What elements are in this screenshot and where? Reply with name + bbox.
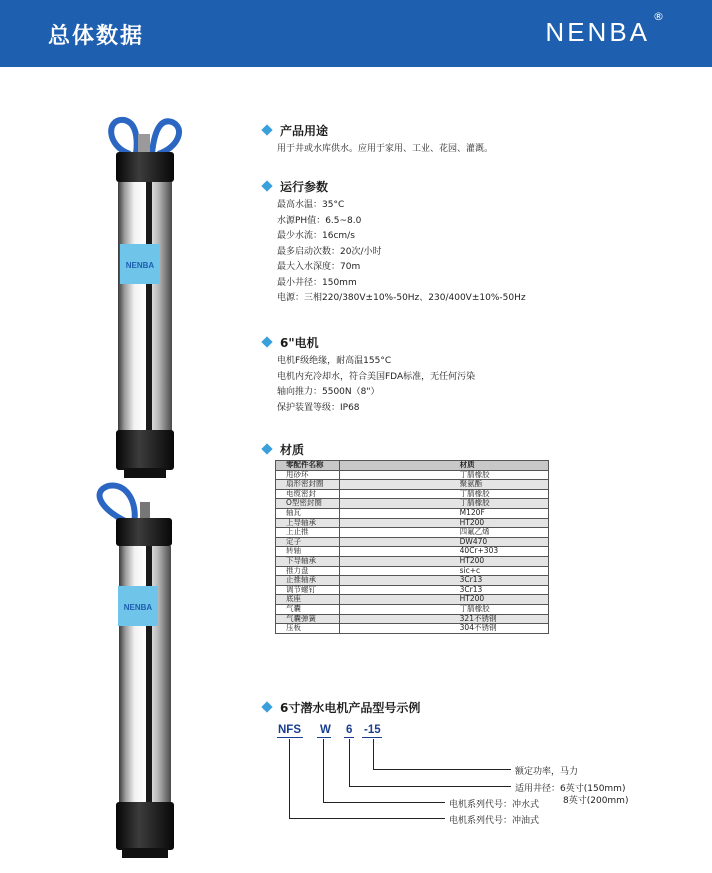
code-w: W bbox=[320, 724, 331, 736]
code-underline bbox=[317, 737, 331, 738]
motor-section bbox=[262, 333, 475, 416]
pump-image-bottom bbox=[92, 482, 182, 864]
section-title: 6寸潜水电机产品型号示例 bbox=[280, 700, 421, 715]
registered-mark: ® bbox=[653, 10, 664, 23]
connector-line bbox=[349, 786, 511, 787]
part-name: 底座 bbox=[276, 595, 340, 605]
part-material: 321不锈钢 bbox=[339, 614, 548, 624]
part-material: 聚氨酯 bbox=[339, 480, 548, 490]
motor-line: 电机F级绝缘，耐高温155°C bbox=[277, 356, 392, 366]
param-line: 最高水温：35°C bbox=[277, 200, 345, 210]
part-material: HT200 bbox=[339, 556, 548, 566]
motor-line: 轴向推力：5500N（8"） bbox=[277, 387, 380, 397]
part-name: 上导轴承 bbox=[276, 518, 340, 528]
table-row bbox=[276, 604, 549, 614]
motor-line: 保护装置等级：IP68 bbox=[277, 402, 360, 413]
part-name: 止推轴承 bbox=[276, 576, 340, 586]
part-material: HT200 bbox=[339, 595, 548, 605]
param-line: 最少水流：16cm/s bbox=[277, 231, 355, 241]
param-line: 最多启动次数：20次/小时 bbox=[277, 246, 382, 257]
diamond-bullet-icon bbox=[261, 124, 272, 135]
table-row bbox=[276, 518, 549, 528]
series-oil-label: 电机系列代号：冲油式 bbox=[449, 816, 540, 826]
table-row bbox=[276, 556, 549, 566]
code-underline bbox=[344, 737, 354, 738]
part-name: 压板 bbox=[276, 624, 340, 634]
code-underline bbox=[277, 737, 303, 738]
table-row bbox=[276, 499, 549, 509]
param-line: 电源：三相220/380V±10%-50Hz、230/400V±10%-50Hz bbox=[277, 293, 526, 303]
code-nfs: NFS bbox=[278, 724, 301, 736]
column-header: 材质 bbox=[339, 461, 548, 471]
params-section bbox=[262, 177, 526, 307]
model-section bbox=[262, 698, 420, 716]
usage-section bbox=[262, 121, 493, 158]
connector-line bbox=[323, 802, 445, 803]
part-material: sic+c bbox=[339, 566, 548, 576]
connector-line bbox=[349, 739, 350, 787]
code-six: 6 bbox=[346, 724, 353, 736]
part-material: 丁腈橡胶 bbox=[339, 470, 548, 480]
table-row bbox=[276, 595, 549, 605]
part-name: 下导轴承 bbox=[276, 556, 340, 566]
connector-line bbox=[373, 739, 374, 770]
motor-line: 电机内充冷却水，符合美国FDA标准，无任何污染 bbox=[277, 371, 476, 382]
header-bar bbox=[0, 0, 712, 67]
well-diameter-label-2: 8英寸(200mm) bbox=[563, 796, 629, 806]
table-row bbox=[276, 566, 549, 576]
table-row bbox=[276, 480, 549, 490]
part-name: 气囊弹簧 bbox=[276, 614, 340, 624]
part-material: DW470 bbox=[339, 537, 548, 547]
table-row bbox=[276, 585, 549, 595]
diamond-bullet-icon bbox=[261, 443, 272, 454]
part-name: 气囊 bbox=[276, 604, 340, 614]
connector-line bbox=[323, 739, 324, 803]
table-row bbox=[276, 576, 549, 586]
table-row bbox=[276, 537, 549, 547]
part-name: 甩砂环 bbox=[276, 470, 340, 480]
part-material: 丁腈橡胶 bbox=[339, 489, 548, 499]
diamond-bullet-icon bbox=[261, 180, 272, 191]
connector-line bbox=[373, 769, 511, 770]
pump-logo-text: NENBA bbox=[123, 603, 153, 612]
part-material: HT200 bbox=[339, 518, 548, 528]
section-title: 运行参数 bbox=[280, 179, 329, 194]
part-name: 电缆密封 bbox=[276, 489, 340, 499]
section-title: 材质 bbox=[280, 442, 305, 457]
material-section bbox=[262, 440, 304, 458]
pump-logo-text: NENBA bbox=[125, 261, 155, 270]
section-title: 6"电机 bbox=[280, 335, 319, 350]
part-material: 304不锈钢 bbox=[339, 624, 548, 634]
power-label: 额定功率，马力 bbox=[515, 767, 579, 777]
part-material: 丁腈橡胶 bbox=[339, 604, 548, 614]
table-row bbox=[276, 528, 549, 538]
part-name: 上止推 bbox=[276, 528, 340, 538]
diamond-bullet-icon bbox=[261, 336, 272, 347]
part-name: 定子 bbox=[276, 537, 340, 547]
table-row bbox=[276, 508, 549, 518]
column-header: 零配件名称 bbox=[276, 461, 340, 471]
part-name: 推力盘 bbox=[276, 566, 340, 576]
part-material: 40Cr+303 bbox=[339, 547, 548, 557]
part-material: 3Cr13 bbox=[339, 576, 548, 586]
series-water-label: 电机系列代号：冲水式 bbox=[449, 800, 540, 810]
param-line: 最大入水深度：70m bbox=[277, 262, 361, 272]
page-title: 总体数据 bbox=[48, 24, 145, 49]
part-material: M120F bbox=[339, 508, 548, 518]
brand-logo: NENBA bbox=[545, 17, 650, 47]
table-row bbox=[276, 547, 549, 557]
connector-line bbox=[289, 818, 445, 819]
code-power: -15 bbox=[364, 724, 381, 736]
table-header-row bbox=[276, 461, 549, 471]
part-material: 四氟乙烯 bbox=[339, 528, 548, 538]
pump-image-top bbox=[100, 112, 190, 482]
part-material: 丁腈橡胶 bbox=[339, 499, 548, 509]
part-name: 轴瓦 bbox=[276, 508, 340, 518]
part-material: 3Cr13 bbox=[339, 585, 548, 595]
table-row bbox=[276, 624, 549, 634]
part-name: O型密封圈 bbox=[276, 499, 340, 509]
part-name: 扇形密封圈 bbox=[276, 480, 340, 490]
param-line: 水源PH值：6.5~8.0 bbox=[277, 215, 362, 226]
well-diameter-label: 适用井径：6英寸(150mm) bbox=[515, 784, 626, 794]
section-title: 产品用途 bbox=[280, 123, 329, 138]
part-name: 调节螺钉 bbox=[276, 585, 340, 595]
table-row bbox=[276, 614, 549, 624]
code-underline bbox=[362, 737, 382, 738]
usage-line: 用于井或水库供水。应用于家用、工业、花园、灌溉。 bbox=[277, 144, 494, 154]
diamond-bullet-icon bbox=[261, 701, 272, 712]
connector-line bbox=[289, 739, 290, 819]
param-line: 最小井径：150mm bbox=[277, 277, 357, 288]
material-table bbox=[275, 460, 549, 634]
part-name: 转轴 bbox=[276, 547, 340, 557]
